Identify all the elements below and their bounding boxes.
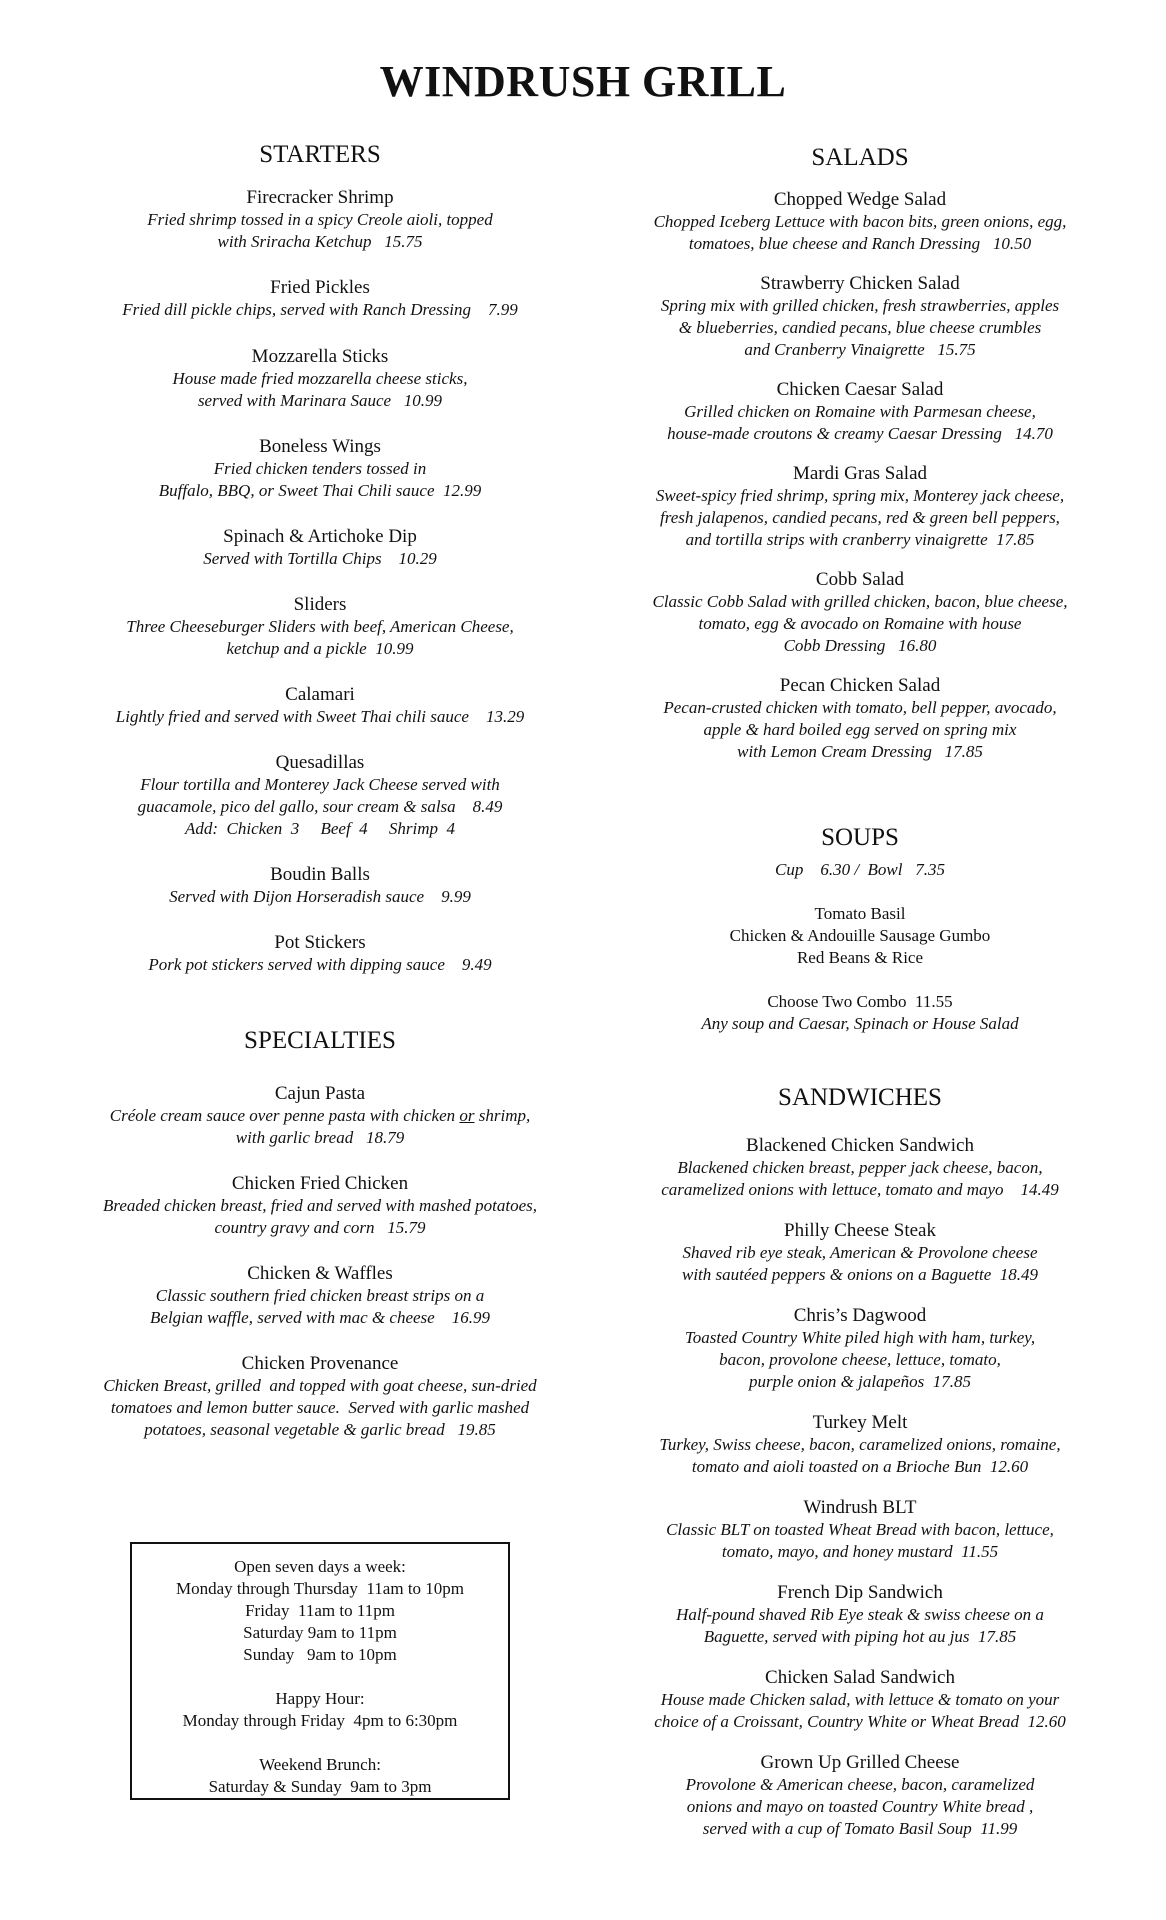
soup-combo-desc: Any soup and Caesar, Spinach or House Salad [701, 1014, 1019, 1033]
starters-heading: STARTERS [259, 141, 381, 168]
item-desc [620, 1157, 1100, 1201]
item-name: Chicken & Waffles [247, 1263, 393, 1284]
desc-line: Fried dill pickle chips, served with Ranch Dressing 7.99 [122, 300, 518, 319]
desc-line: Sweet-spicy fried shrimp, spring mix, Monterey jack cheese, [655, 486, 1065, 505]
desc-line: served with a cup of Tomato Basil Soup 11.99 [702, 1819, 1018, 1838]
item-desc [70, 1105, 570, 1149]
item-desc [70, 706, 570, 728]
menu-item [620, 675, 1100, 763]
item-name: Cobb Salad [815, 569, 905, 590]
specialties-heading: SPECIALTIES [244, 1027, 396, 1054]
sandwiches-heading: SANDWICHES [778, 1084, 942, 1111]
desc-line: Served with Tortilla Chips 10.29 [203, 549, 437, 568]
menu-item [70, 346, 570, 412]
desc-line: Chicken Breast, grilled and topped with goat cheese, sun-dried [103, 1376, 537, 1395]
item-name: Calamari [285, 684, 355, 705]
desc-line: Shaved rib eye steak, American & Provolone cheese [682, 1243, 1038, 1262]
item-desc [70, 548, 570, 570]
desc-line: purple onion & jalapeños 17.85 [749, 1372, 971, 1391]
item-desc [70, 616, 570, 660]
desc-line: Pork pot stickers served with dipping sauce 9.49 [148, 955, 492, 974]
menu-item [620, 189, 1100, 255]
desc-line: and tortilla strips with cranberry vinaigrette 17.85 [685, 530, 1035, 549]
item-desc [70, 774, 570, 840]
item-desc [620, 1689, 1100, 1733]
menu-item [70, 1353, 570, 1441]
soups-heading: SOUPS [821, 824, 899, 851]
menu-item [620, 1220, 1100, 1286]
soup-combo: Choose Two Combo 11.55 [767, 992, 953, 1011]
menu-item [70, 277, 570, 321]
desc-line: onions and mayo on toasted Country White bread , [686, 1797, 1034, 1816]
hours-box [130, 1542, 510, 1800]
item-name: Sliders [293, 594, 347, 615]
menu-item [620, 1497, 1100, 1563]
item-desc [620, 591, 1100, 657]
hours-line: Monday through Thursday 11am to 10pm [175, 1579, 465, 1598]
item-desc [70, 368, 570, 412]
desc-line: tomatoes and lemon butter sauce. Served with garlic mashed [110, 1398, 530, 1417]
item-desc [620, 1519, 1100, 1563]
item-desc [70, 299, 570, 321]
menu-item [620, 1582, 1100, 1648]
hours-heading: Open seven days a week: [234, 1557, 406, 1576]
item-desc [70, 1375, 570, 1441]
desc-line: Chopped Iceberg Lettuce with bacon bits, green onions, egg, [653, 212, 1067, 231]
item-name: Chopped Wedge Salad [773, 189, 947, 210]
desc-line: with garlic bread 18.79 [235, 1128, 405, 1147]
desc-line: country gravy and corn 15.79 [214, 1218, 426, 1237]
soup-price: Cup 6.30 / Bowl 7.35 [774, 860, 945, 879]
desc-line: fresh jalapenos, candied pecans, red & green bell peppers, [660, 508, 1060, 527]
item-desc [620, 1604, 1100, 1648]
item-desc [620, 1774, 1100, 1840]
desc-line: apple & hard boiled egg served on spring mix [703, 720, 1017, 739]
desc-line: Turkey, Swiss cheese, bacon, caramelized onions, romaine, [659, 1435, 1061, 1454]
item-name: Blackened Chicken Sandwich [746, 1135, 974, 1156]
salads-heading: SALADS [811, 144, 909, 171]
menu-item [70, 187, 570, 253]
desc-line: House made Chicken salad, with lettuce & tomato on your [660, 1690, 1060, 1709]
item-name: Chicken Fried Chicken [231, 1173, 409, 1194]
restaurant-title: WINDRUSH GRILL [379, 57, 787, 106]
brunch-line: Saturday & Sunday 9am to 3pm [208, 1777, 432, 1796]
desc-line: choice of a Croissant, Country White or Wheat Bread 12.60 [654, 1712, 1066, 1731]
menu-item [620, 379, 1100, 445]
salads-section [620, 143, 1100, 763]
desc-line: tomatoes, blue cheese and Ranch Dressing 10.50 [688, 234, 1032, 253]
brunch-heading: Weekend Brunch: [259, 1755, 381, 1774]
desc-line: Buffalo, BBQ, or Sweet Thai Chili sauce 12.99 [158, 481, 482, 500]
desc-line: ketchup and a pickle 10.99 [226, 639, 414, 658]
desc-line: Cobb Dressing 16.80 [783, 636, 937, 655]
menu-item [620, 1752, 1100, 1840]
menu-item [620, 1135, 1100, 1201]
item-desc [70, 1285, 570, 1329]
desc-line: Baguette, served with piping hot au jus 17.85 [703, 1627, 1017, 1646]
desc-line: tomato, egg & avocado on Romaine with house [698, 614, 1022, 633]
desc-line: with sautéed peppers & onions on a Baguette 18.49 [681, 1265, 1039, 1284]
item-desc [620, 697, 1100, 763]
sandwiches-section [620, 1083, 1100, 1840]
desc-line: Grilled chicken on Romaine with Parmesan cheese, [684, 402, 1036, 421]
desc-line: House made fried mozzarella cheese sticks, [172, 369, 468, 388]
item-desc [70, 458, 570, 502]
menu-item [70, 1263, 570, 1329]
desc-line: bacon, provolone cheese, lettuce, tomato, [719, 1350, 1001, 1369]
item-name: Firecracker Shrimp [246, 187, 394, 208]
item-name: Fried Pickles [270, 277, 370, 298]
item-desc [620, 295, 1100, 361]
menu-item [70, 752, 570, 840]
desc-line: Lightly fried and served with Sweet Thai chili sauce 13.29 [115, 707, 525, 726]
desc-line: house-made croutons & creamy Caesar Dressing 14.70 [667, 424, 1053, 443]
item-name: Turkey Melt [812, 1412, 908, 1433]
desc-line: served with Marinara Sauce 10.99 [197, 391, 443, 410]
desc-line: Half-pound shaved Rib Eye steak & swiss cheese on a [676, 1605, 1044, 1624]
item-name: Windrush BLT [803, 1497, 917, 1518]
menu-item [70, 594, 570, 660]
item-name: Spinach & Artichoke Dip [223, 526, 417, 547]
desc-line: and Cranberry Vinaigrette 15.75 [744, 340, 976, 359]
item-name: Mozzarella Sticks [251, 346, 389, 367]
menu-item [70, 1083, 570, 1149]
item-name: Strawberry Chicken Salad [760, 273, 960, 294]
item-desc [70, 886, 570, 908]
desc-line: with Sriracha Ketchup 15.75 [217, 232, 423, 251]
menu-item [70, 526, 570, 570]
item-name: Philly Cheese Steak [784, 1220, 936, 1241]
desc-line: Add: Chicken 3 Beef 4 Shrimp 4 [184, 819, 456, 838]
item-desc [620, 211, 1100, 255]
desc-line: Blackened chicken breast, pepper jack cheese, bacon, [677, 1158, 1043, 1177]
item-name: Chicken Provenance [241, 1353, 399, 1374]
item-name: Quesadillas [275, 752, 365, 773]
desc-line: caramelized onions with lettuce, tomato and mayo 14.49 [661, 1180, 1059, 1199]
desc-line: Classic Cobb Salad with grilled chicken, bacon, blue cheese, [652, 592, 1068, 611]
soup-item: Chicken & Andouille Sausage Gumbo [729, 926, 991, 945]
desc-line: Flour tortilla and Monterey Jack Cheese served with [140, 775, 500, 794]
menu-item [620, 1667, 1100, 1733]
desc-line: Belgian waffle, served with mac & cheese 16.99 [150, 1308, 490, 1327]
happy-hour-heading: Happy Hour: [275, 1689, 365, 1708]
item-name: Pecan Chicken Salad [779, 675, 941, 696]
item-name: Mardi Gras Salad [792, 463, 928, 484]
item-name: Boneless Wings [259, 436, 381, 457]
item-name: Boudin Balls [270, 864, 370, 885]
menu-item [620, 569, 1100, 657]
item-name: Chicken Caesar Salad [776, 379, 944, 400]
menu-item [70, 684, 570, 728]
desc-line: Breaded chicken breast, fried and served with mashed potatoes, [102, 1196, 538, 1215]
hours-line: Sunday 9am to 10pm [243, 1645, 397, 1664]
desc-line: tomato, mayo, and honey mustard 11.55 [721, 1542, 999, 1561]
soups-section [620, 823, 1100, 1035]
desc-line: Served with Dijon Horseradish sauce 9.99 [169, 887, 471, 906]
menu-item [70, 436, 570, 502]
desc-line: Toasted Country White piled high with ham, turkey, [684, 1328, 1036, 1347]
desc-line: Provolone & American cheese, bacon, caramelized [685, 1775, 1035, 1794]
desc-line: Pecan-crusted chicken with tomato, bell pepper, avocado, [663, 698, 1057, 717]
item-name: Cajun Pasta [274, 1083, 366, 1104]
desc-line: Fried shrimp tossed in a spicy Creole aioli, topped [147, 210, 493, 229]
item-name: Chris’s Dagwood [793, 1305, 927, 1326]
item-desc [70, 209, 570, 253]
hours-line: Saturday 9am to 11pm [243, 1623, 397, 1642]
desc-line: Classic BLT on toasted Wheat Bread with bacon, lettuce, [666, 1520, 1054, 1539]
menu-item [620, 1412, 1100, 1478]
menu-item [620, 463, 1100, 551]
menu-item [70, 932, 570, 976]
menu-item [70, 1173, 570, 1239]
desc-line: Spring mix with grilled chicken, fresh strawberries, apples [660, 296, 1060, 315]
starters-section [70, 140, 570, 976]
item-desc [620, 1327, 1100, 1393]
soup-item: Red Beans & Rice [796, 948, 924, 967]
item-desc [620, 401, 1100, 445]
soup-list [620, 903, 1100, 969]
desc-line: potatoes, seasonal vegetable & garlic bread 19.85 [144, 1420, 496, 1439]
desc-line: Fried chicken tenders tossed in [213, 459, 427, 478]
menu-item [620, 1305, 1100, 1393]
menu-item [70, 864, 570, 908]
happy-hour-line: Monday through Friday 4pm to 6:30pm [182, 1711, 458, 1730]
item-name: Chicken Salad Sandwich [765, 1667, 955, 1688]
item-name: Pot Stickers [274, 932, 366, 953]
item-name: Grown Up Grilled Cheese [760, 1752, 960, 1773]
item-desc [620, 1242, 1100, 1286]
desc-line: Three Cheeseburger Sliders with beef, American Cheese, [126, 617, 514, 636]
desc-line: tomato and aioli toasted on a Brioche Bun 12.60 [691, 1457, 1029, 1476]
menu-item [620, 273, 1100, 361]
desc-line: & blueberries, candied pecans, blue cheese crumbles [678, 318, 1042, 337]
desc-line: Créole cream sauce over penne pasta with chicken or shrimp, [109, 1106, 531, 1125]
item-desc [70, 1195, 570, 1239]
item-desc [620, 485, 1100, 551]
hours-line: Friday 11am to 11pm [245, 1601, 395, 1620]
desc-line: Classic southern fried chicken breast strips on a [155, 1286, 485, 1305]
desc-line: with Lemon Cream Dressing 17.85 [737, 742, 983, 761]
specialties-section [70, 1026, 570, 1441]
desc-line: guacamole, pico del gallo, sour cream & salsa 8.49 [137, 797, 503, 816]
item-desc [620, 1434, 1100, 1478]
soup-item: Tomato Basil [814, 904, 906, 923]
item-desc [70, 954, 570, 976]
item-name: French Dip Sandwich [777, 1582, 943, 1603]
